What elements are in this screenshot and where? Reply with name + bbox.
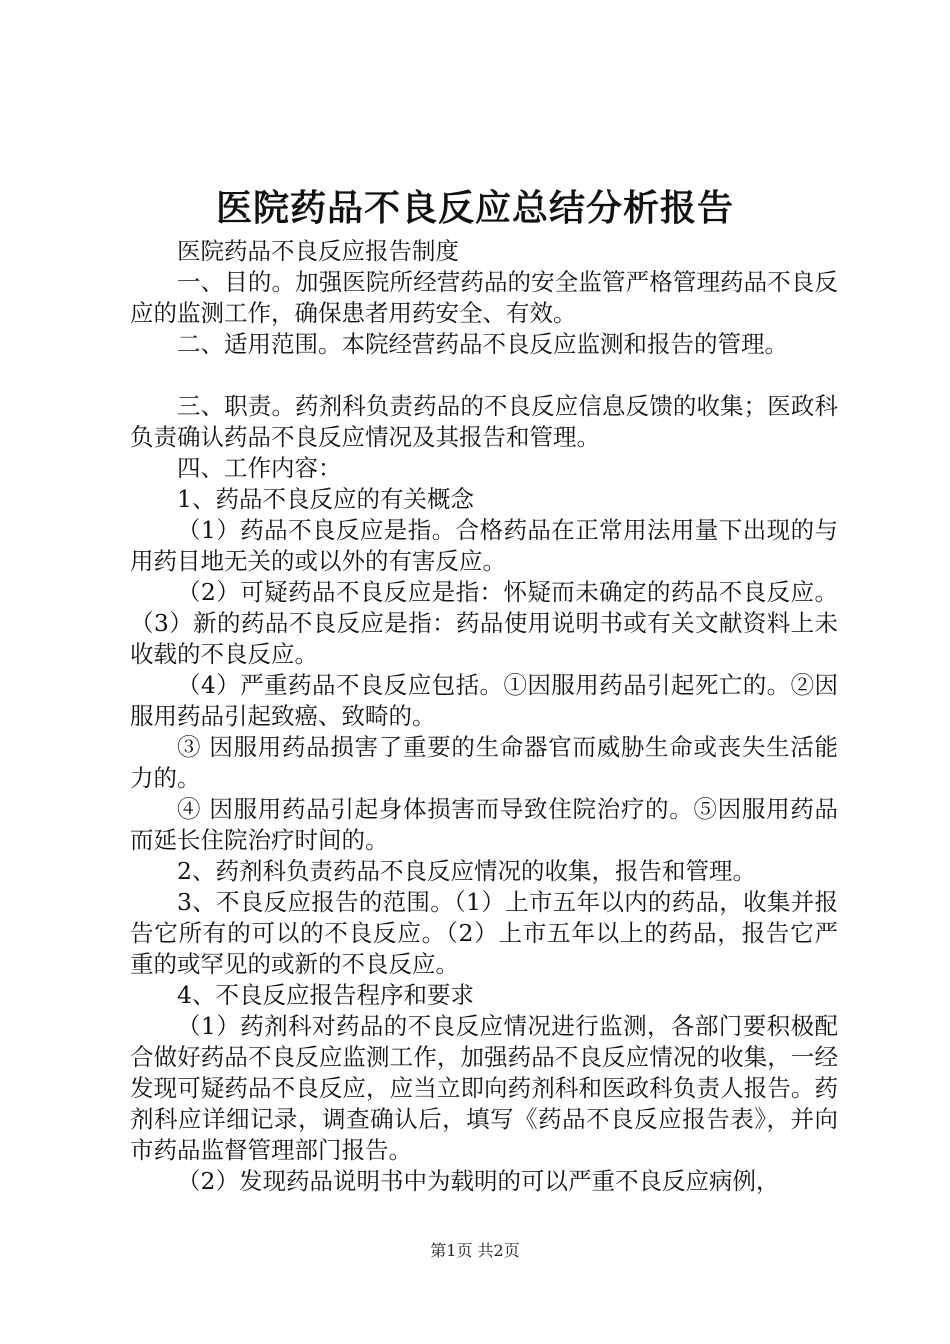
document-title: 医院药品不良反应总结分析报告 (215, 188, 734, 229)
paragraph-concept-4-item-4-5: ④ 因服用药品引起身体损害而导致住院治疗的。⑤因服用药品而延长住院治疗时间的。 (130, 795, 838, 854)
paragraph-concept-4-item-3: ③ 因服用药品损害了重要的生命器官而威胁生命或丧失生活能力的。 (130, 733, 838, 792)
paragraph-procedure-1: （1）药剂科对药品的不良反应情况进行监测，各部门要积极配合做好药品不良反应监测工作，加强药品不良反应情况的收集，一经发现可疑药品不良反应，应当立即向药剂科和医政科负责人报告。药剂科应详细记录，调查确认后，填写《药品不良反应报告表》，并向市药品监督管理部门报告。 (130, 1012, 838, 1164)
paragraph-concept-4: （4）严重药品不良反应包括。①因服用药品引起死亡的。②因服用药品引起致癌、致畸的。 (130, 671, 838, 730)
paragraph-concepts-heading: 1、药品不良反应的有关概念 (177, 485, 474, 513)
paragraph-procedure-2: （2）发现药品说明书中为载明的可以严重不良反应病例， (177, 1167, 780, 1195)
paragraph-work-content: 四、工作内容： (177, 454, 342, 482)
paragraph-concept-2-3: （2）可疑药品不良反应是指：怀疑而未确定的药品不良反应。（3）新的药品不良反应是指：药品使用说明书或有关文献资料上未收载的不良反应。 (130, 578, 838, 668)
document-body (130, 236, 838, 1197)
paragraph-procedure-heading: 4、不良反应报告程序和要求 (177, 981, 474, 1009)
paragraph-report-scope: 3、不良反应报告的范围。（1）上市五年以内的药品，收集并报告它所有的可以的不良反应。（2）上市五年以上的药品，报告它严重的或罕见的或新的不良反应。 (130, 888, 838, 978)
paragraph-scope: 二、适用范围。本院经营药品不良反应监测和报告的管理。 (177, 330, 788, 358)
paragraph-concept-1: （1）药品不良反应是指。合格药品在正常用法用量下出现的与用药目地无关的或以外的有害反应。 (130, 516, 838, 575)
page-footer: 第1页 共2页 (430, 1241, 520, 1260)
paragraph-subtitle: 医院药品不良反应报告制度 (177, 237, 459, 265)
paragraph-pharmacy-duty: 2、药剂科负责药品不良反应情况的收集，报告和管理。 (177, 857, 756, 885)
paragraph-responsibility: 三、职责。药剂科负责药品的不良反应信息反馈的收集；医政科负责确认药品不良反应情况及其报告和管理。 (130, 392, 838, 451)
paragraph-purpose: 一、目的。加强医院所经营药品的安全监管严格管理药品不良反应的监测工作，确保患者用药安全、有效。 (130, 268, 838, 327)
